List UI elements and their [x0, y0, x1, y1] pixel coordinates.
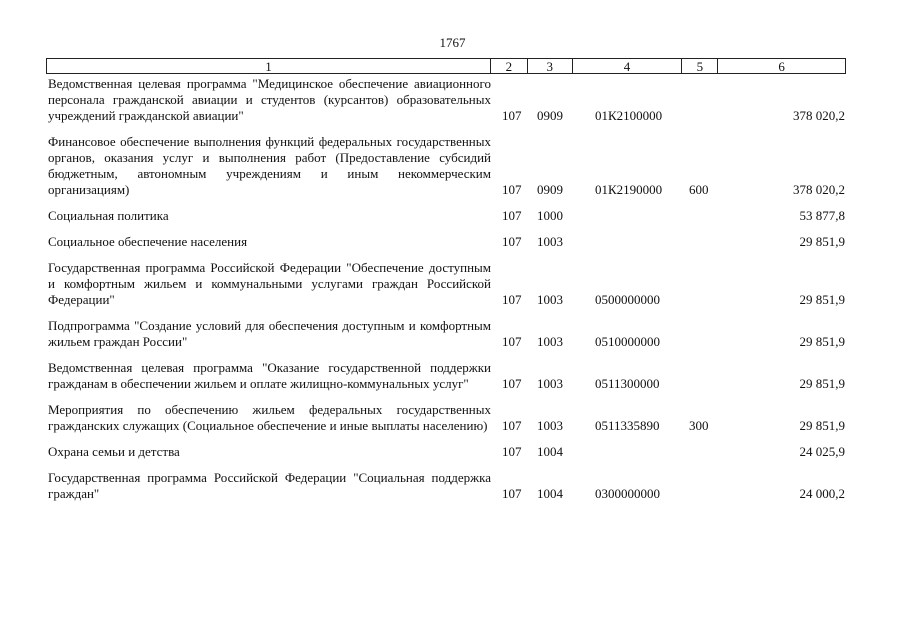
- row-section-code: 1003: [537, 292, 563, 307]
- row-ministry-code: 107: [502, 208, 522, 223]
- row-target-code: 01К2100000: [595, 108, 663, 123]
- header-col-5: 5: [682, 59, 718, 73]
- row-section-code: 1004: [537, 486, 563, 501]
- table-row: [46, 360, 846, 392]
- table-row: [46, 444, 846, 460]
- header-col-2: 2: [491, 59, 528, 73]
- header-col-4: 4: [573, 59, 683, 73]
- row-description: Государственная программа Российской Федерации "Социальная поддержка граждан": [48, 470, 491, 501]
- row-ministry-code: 107: [502, 182, 522, 197]
- row-amount: 29 851,9: [799, 234, 845, 249]
- row-section-code: 1003: [537, 376, 563, 391]
- row-description: Мероприятия по обеспечению жильем федеральных государственных гражданских служащих (Социальное обеспечение и иные выплаты населению): [48, 402, 491, 433]
- row-description: Социальное обеспечение населения: [48, 234, 248, 249]
- row-amount: 29 851,9: [799, 292, 845, 307]
- row-section-code: 1003: [537, 334, 563, 349]
- page-number: 1767: [439, 35, 466, 50]
- row-description: Ведомственная целевая программа "Медицинское обеспечение авиационного персонала гражданской авиации и студентов (курсантов) образовательных учреждений гражданской авиации": [48, 76, 491, 123]
- row-ministry-code: 107: [502, 486, 522, 501]
- row-expense-type: 300: [689, 418, 709, 433]
- row-target-code: 01К2190000: [595, 182, 663, 197]
- row-ministry-code: 107: [502, 418, 522, 433]
- table-row: [46, 402, 846, 434]
- header-col-6: 6: [778, 59, 785, 74]
- row-description: Подпрограмма "Создание условий для обеспечения доступным и комфортным жильем граждан России": [48, 318, 491, 349]
- row-ministry-code: 107: [502, 376, 522, 391]
- row-amount: 53 877,8: [799, 208, 845, 223]
- header-col-1: 1: [47, 59, 491, 73]
- row-section-code: 0909: [537, 182, 563, 197]
- row-description: Финансовое обеспечение выполнения функций федеральных государственных органов, оказания услуг и выполнения работ (Предоставление субсидий бюджетным, автономным учреждениям и иным некоммерческим организациям): [48, 134, 491, 197]
- row-ministry-code: 107: [502, 108, 522, 123]
- table-row: [46, 208, 846, 224]
- row-target-code: 0511335890: [595, 418, 660, 433]
- table-row: [46, 134, 846, 198]
- row-target-code: 0300000000: [595, 486, 660, 501]
- row-ministry-code: 107: [502, 334, 522, 349]
- row-target-code: 0511300000: [595, 376, 660, 391]
- row-section-code: 0909: [537, 108, 563, 123]
- row-section-code: 1003: [537, 418, 563, 433]
- table-row: [46, 470, 846, 502]
- table-row: [46, 76, 846, 124]
- row-description: Социальная политика: [48, 208, 169, 223]
- table-row: [46, 234, 846, 250]
- row-ministry-code: 107: [502, 234, 522, 249]
- row-description: Охрана семьи и детства: [48, 444, 180, 459]
- row-description: Ведомственная целевая программа "Оказание государственной поддержки гражданам в обеспечении жильем и оплате жилищно-коммунальных услуг": [48, 360, 491, 391]
- row-target-code: 0510000000: [595, 334, 660, 349]
- row-amount: 378 020,2: [793, 182, 845, 197]
- row-target-code: 0500000000: [595, 292, 660, 307]
- row-amount: 24 025,9: [799, 444, 845, 459]
- row-description: Государственная программа Российской Федерации "Обеспечение доступным и комфортным жильем и коммунальными услугами граждан Российской Федерации": [48, 260, 491, 307]
- table-row: [46, 260, 846, 308]
- table-body: [46, 76, 846, 512]
- row-amount: 378 020,2: [793, 108, 845, 123]
- row-section-code: 1003: [537, 234, 563, 249]
- row-amount: 29 851,9: [799, 334, 845, 349]
- row-amount: 29 851,9: [799, 376, 845, 391]
- row-amount: 29 851,9: [799, 418, 845, 433]
- row-ministry-code: 107: [502, 444, 522, 459]
- row-section-code: 1004: [537, 444, 563, 459]
- table-header: [46, 58, 846, 74]
- header-col-3: 3: [528, 59, 573, 73]
- row-expense-type: 600: [689, 182, 709, 197]
- table-row: [46, 318, 846, 350]
- row-section-code: 1000: [537, 208, 563, 223]
- row-amount: 24 000,2: [799, 486, 845, 501]
- row-ministry-code: 107: [502, 292, 522, 307]
